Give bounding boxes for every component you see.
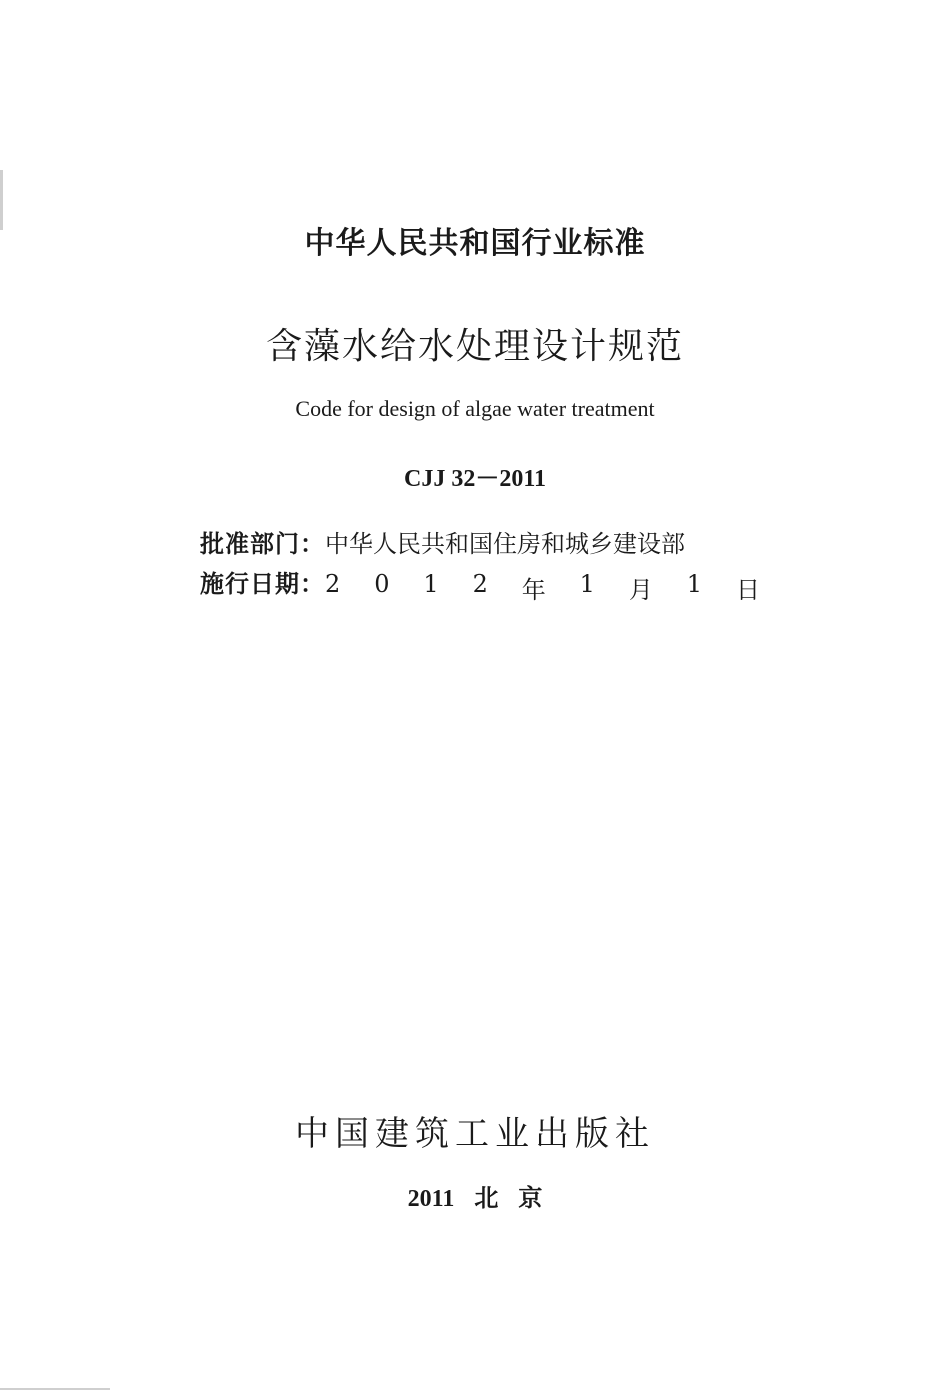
effective-date-label: 施行日期： <box>200 570 325 598</box>
date-part: 1 <box>423 570 439 598</box>
approval-row <box>200 524 760 559</box>
approval-label: 批准部门： <box>200 530 325 558</box>
approval-value: 中华人民共和国住房和城乡建设部 <box>325 530 685 558</box>
standard-category: 中华人民共和国行业标准 <box>304 226 646 261</box>
effective-date-value <box>325 570 760 605</box>
publication-year-place: 2011 北 京 <box>407 1186 543 1212</box>
title-chinese: 含藻水给水处理设计规范 <box>265 326 684 367</box>
publisher-name: 中国建筑工业出版社 <box>295 1114 655 1154</box>
standard-code: CJJ 32－2011 <box>403 466 546 492</box>
date-part: 日 <box>735 576 760 604</box>
title-english: Code for design of algae water treatment <box>295 396 655 421</box>
date-part: 2 <box>472 570 488 598</box>
effective-date-row <box>200 564 760 605</box>
date-part: 2 <box>325 570 341 598</box>
date-part: 1 <box>579 570 595 598</box>
date-part: 1 <box>686 570 703 598</box>
date-part: 0 <box>374 570 390 598</box>
date-part: 月 <box>628 576 653 604</box>
scan-edge-mark <box>0 1388 110 1390</box>
date-part: 年 <box>521 576 546 604</box>
